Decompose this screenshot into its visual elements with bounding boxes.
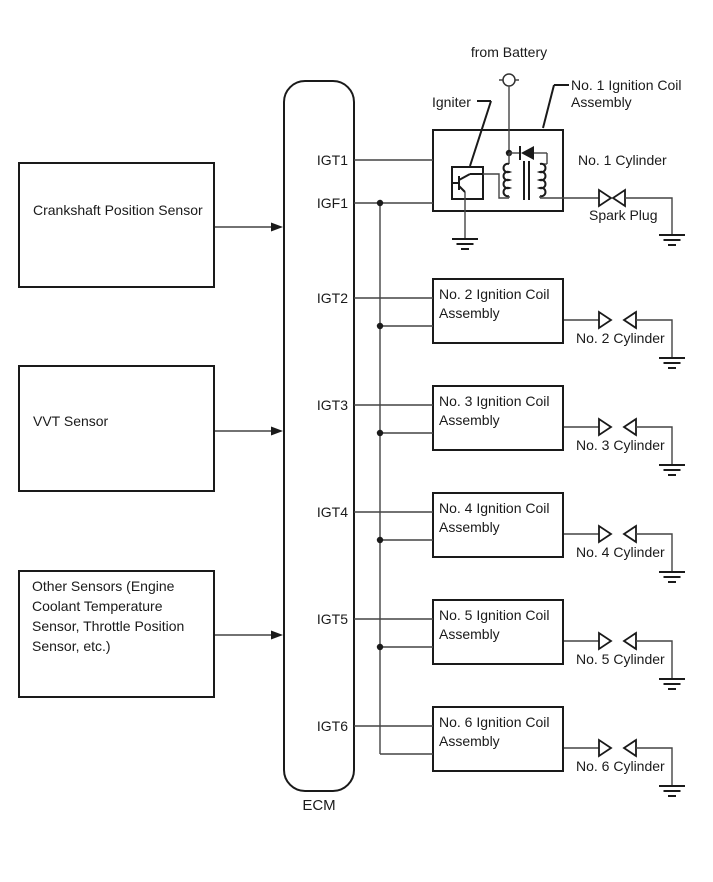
ecm-pin-igt2: IGT2	[316, 290, 348, 306]
ecm-label: ECM	[302, 797, 336, 814]
spark-gap-icon	[624, 312, 636, 328]
ground-icon	[452, 239, 478, 249]
junction-dot	[377, 323, 383, 329]
junction-dot	[377, 200, 383, 206]
no1-cylinder-label: No. 1 Cylinder	[578, 152, 667, 168]
spark-plug-label: Spark Plug	[589, 207, 658, 223]
spark-gap-right-triangle	[613, 190, 625, 206]
ground-icon	[659, 358, 685, 368]
spark-gap-icon	[624, 633, 636, 649]
no2-cylinder-label: No. 2 Cylinder	[576, 330, 665, 346]
transformer-icon	[504, 153, 546, 200]
battery-connector-icon	[499, 74, 519, 153]
arrow-vvt-to-ecm	[215, 427, 283, 436]
no1-assembly-label: No. 1 Ignition Coil Assembly	[571, 77, 682, 110]
secondary-winding	[540, 164, 545, 196]
arrow-other-to-ecm	[215, 631, 283, 640]
primary-winding	[504, 164, 509, 196]
ecm-pin-igt6: IGT6	[316, 718, 348, 734]
coil-assembly-label: No. 3 Ignition Coil Assembly	[439, 393, 550, 428]
pointer-line	[470, 101, 491, 166]
spark-gap-left-triangle	[599, 190, 611, 206]
diode-triangle	[521, 146, 534, 160]
spark-gap-icon	[624, 740, 636, 756]
ground-icon	[659, 465, 685, 475]
spark-gap-icon	[599, 419, 611, 435]
igniter-label-pointer	[470, 101, 491, 166]
spark-gap-icon	[599, 633, 611, 649]
arrow-crankshaft-to-ecm	[215, 223, 283, 232]
coil-assembly-label: No. 5 Ignition Coil Assembly	[439, 607, 550, 642]
spark-gap-icon	[624, 526, 636, 542]
coil-assembly-label: No. 2 Ignition Coil Assembly	[439, 286, 550, 321]
sensor-label: Other Sensors (Engine Coolant Temperature Sensor, Throttle Position Sensor, etc.)	[32, 578, 185, 654]
coil-assembly-label: No. 4 Ignition Coil Assembly	[439, 500, 550, 535]
no5-cylinder-label: No. 5 Cylinder	[576, 651, 665, 667]
spark-gap-icon	[624, 419, 636, 435]
sensor-label: VVT Sensor	[33, 413, 109, 429]
arrowhead-icon	[271, 631, 283, 640]
no1-coil-internals	[452, 146, 547, 249]
ecm-pin-igt3: IGT3	[316, 397, 348, 413]
junction-dot	[377, 537, 383, 543]
no3-cylinder-label: No. 3 Cylinder	[576, 437, 665, 453]
ecm-pin-igt1: IGT1	[316, 152, 348, 168]
from-battery-label: from Battery	[470, 44, 548, 60]
ecm-pin-igt4: IGT4	[316, 504, 348, 520]
spark-gap-icon	[599, 526, 611, 542]
igniter-label: Igniter	[432, 94, 471, 110]
spark-gap-icon	[599, 740, 611, 756]
igniter-block	[452, 167, 483, 199]
igf-bus	[377, 200, 433, 754]
ecm-pin-igt5: IGT5	[316, 611, 348, 627]
arrowhead-icon	[271, 427, 283, 436]
pointer-line	[543, 85, 554, 128]
no4-cylinder-label: No. 4 Cylinder	[576, 544, 665, 560]
junction-dot	[377, 430, 383, 436]
sensor-label: Crankshaft Position Sensor	[33, 202, 203, 218]
connector-circle	[503, 74, 515, 86]
junction-dot	[377, 644, 383, 650]
no6-cylinder-label: No. 6 Cylinder	[576, 758, 665, 774]
spark-gap-icon	[599, 190, 625, 206]
no1-assembly-label-pointer	[543, 85, 569, 128]
arrowhead-icon	[271, 223, 283, 232]
spark-gap-icon	[599, 312, 611, 328]
ground-icon	[659, 235, 685, 245]
coil-assembly-label: No. 6 Ignition Coil Assembly	[439, 714, 550, 749]
ecm-pin-igf1: IGF1	[316, 195, 348, 211]
ground-icon	[659, 679, 685, 689]
ground-icon	[659, 572, 685, 582]
ground-icon	[659, 786, 685, 796]
